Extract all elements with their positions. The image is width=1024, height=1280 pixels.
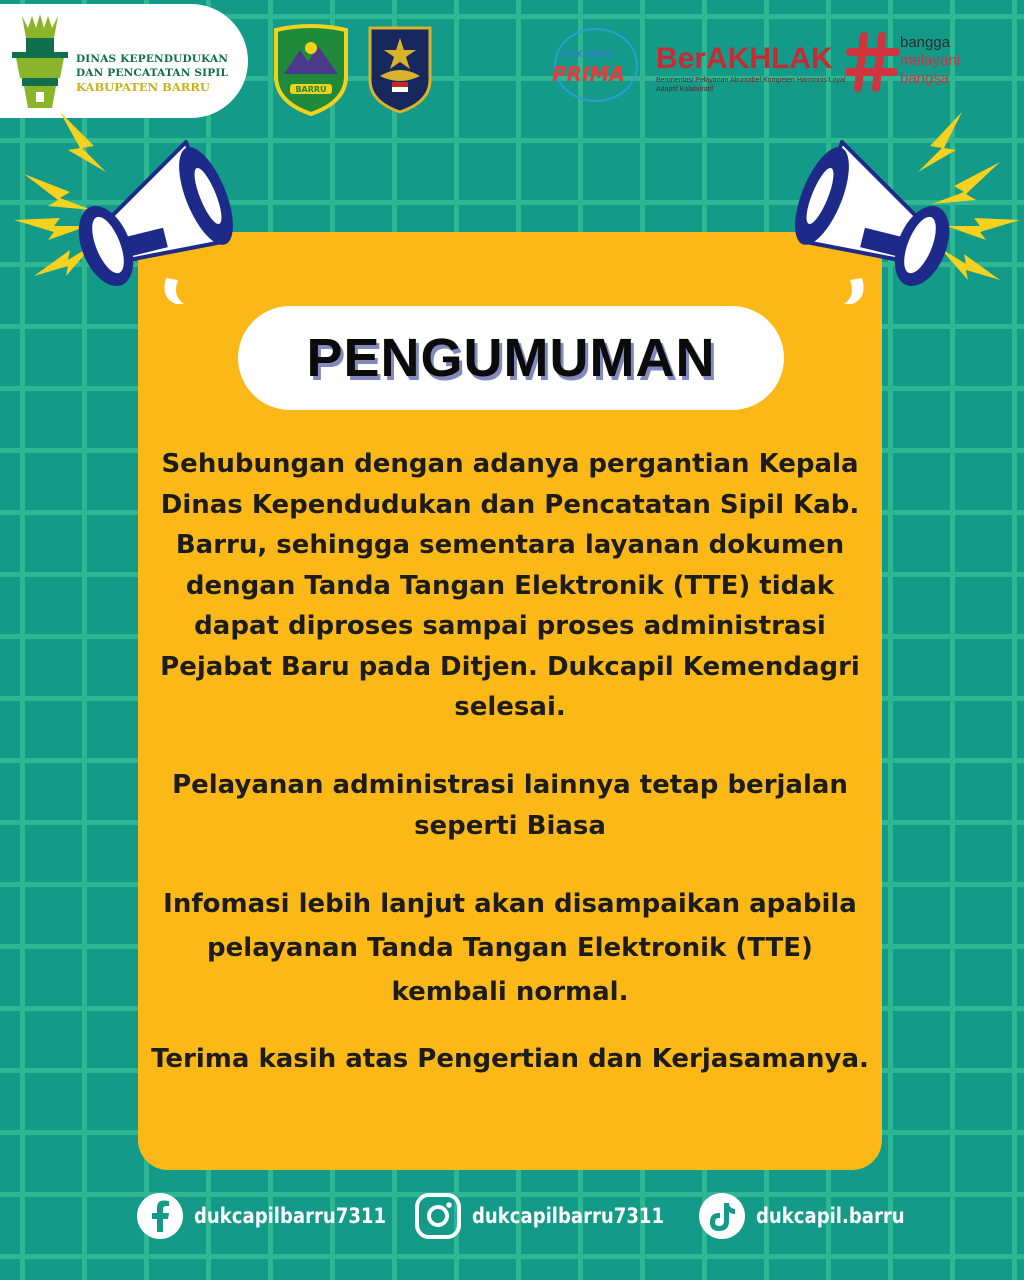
prima-top-text: DUKCAPIL xyxy=(560,50,615,60)
hashtag-icon xyxy=(846,32,900,92)
announcement-paragraph-4: Terima kasih atas Pengertian dan Kerjasamanya. xyxy=(151,1044,869,1074)
instagram-handle: dukcapilbarru7311 xyxy=(472,1204,665,1228)
bangga-line-1: bangga xyxy=(900,34,951,51)
barru-crest-label: BARRU xyxy=(295,85,327,94)
dinas-line-2: DAN PENCATATAN SIPIL xyxy=(76,67,229,79)
announcement-paragraph-1: Sehubungan dengan adanya pergantian Kepala Dinas Kependudukan dan Pencatatan Sipil Kab. Barru, sehingga sementara layanan dokumen dengan Tanda Tangan Elektronik (TTE) tidak dapat diproses sampai proses administrasi Pejabat Baru pada Ditjen. Dukcapil Kemendagri selesai. xyxy=(160,449,860,722)
berakhlak-word: BerAKHLAK xyxy=(656,42,833,75)
announcement-paragraph-2: Pelayanan administrasi lainnya tetap berjalan seperti Biasa xyxy=(172,770,848,841)
tiktok-link[interactable] xyxy=(698,1192,929,1240)
kemendagri-crest-icon xyxy=(366,24,434,114)
bangga-line-3: bangsa xyxy=(900,70,950,87)
title-pill xyxy=(238,306,784,410)
berakhlak-logo xyxy=(656,42,846,94)
bangga-line-2: melayani xyxy=(900,52,961,69)
dukcapil-prima-logo xyxy=(552,28,644,98)
instagram-icon xyxy=(414,1192,462,1240)
page-title: PENGUMUMAN xyxy=(306,328,716,388)
megaphone-right-icon xyxy=(790,100,1024,330)
bangga-melayani-bangsa-logo xyxy=(846,32,996,94)
berakhlak-tagline: Berorientasi Pelayanan Akuntabel Kompeten Harmonis Loyal Adaptif Kolaboratif xyxy=(656,77,846,93)
facebook-handle: dukcapilbarru7311 xyxy=(194,1204,387,1228)
dinas-line-3: KABUPATEN BARRU xyxy=(76,80,210,94)
bangga-words xyxy=(900,34,960,88)
barru-crest-icon xyxy=(272,24,350,116)
dinas-logo-text xyxy=(76,52,228,94)
facebook-icon xyxy=(136,1192,184,1240)
prima-bottom-text: PRIMA xyxy=(552,62,625,86)
dinas-line-1: DINAS KEPENDUDUKAN xyxy=(76,53,229,65)
dinas-emblem-icon xyxy=(8,12,72,110)
facebook-link[interactable] xyxy=(136,1192,417,1240)
instagram-link[interactable] xyxy=(414,1192,695,1240)
tiktok-handle: dukcapil.barru xyxy=(756,1204,905,1228)
megaphone-left-icon xyxy=(10,100,260,330)
announcement-paragraph-3: Infomasi lebih lanjut akan disampaikan apabila pelayanan Tanda Tangan Elektronik (TTE) kembali normal. xyxy=(163,889,857,1007)
tiktok-icon xyxy=(698,1192,746,1240)
